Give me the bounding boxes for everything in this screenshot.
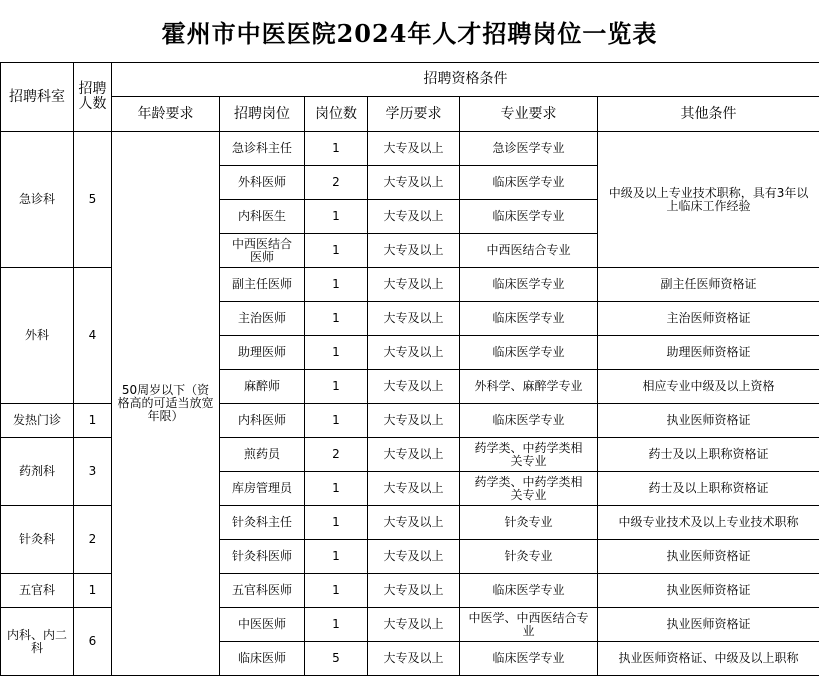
education-cell: 大专及以上 (368, 540, 460, 574)
position-cell: 急诊科主任 (220, 132, 305, 166)
slots-cell: 1 (305, 472, 368, 506)
major-cell: 针灸专业 (460, 540, 598, 574)
position-cell: 麻醉师 (220, 370, 305, 404)
education-cell: 大专及以上 (368, 472, 460, 506)
header-row-sub (1, 97, 819, 132)
position-cell: 五官科医师 (220, 574, 305, 608)
major-cell: 临床医学专业 (460, 404, 598, 438)
major-cell: 针灸专业 (460, 506, 598, 540)
header-other: 其他条件 (598, 97, 819, 132)
page-title: 霍州市中医医院2024年人才招聘岗位一览表 (161, 18, 658, 48)
other-cell: 副主任医师资格证 (598, 268, 819, 302)
major-cell: 临床医学专业 (460, 200, 598, 234)
major-cell: 中西医结合专业 (460, 234, 598, 268)
slots-cell: 1 (305, 404, 368, 438)
position-cell: 助理医师 (220, 336, 305, 370)
other-cell: 药士及以上职称资格证 (598, 472, 819, 506)
dept-name: 发热门诊 (1, 404, 74, 438)
education-cell: 大专及以上 (368, 574, 460, 608)
other-cell: 相应专业中级及以上资格 (598, 370, 819, 404)
dept-count: 2 (74, 506, 112, 574)
other-cell: 主治医师资格证 (598, 302, 819, 336)
header-qualifications: 招聘资格条件 (112, 63, 819, 97)
major-cell: 临床医学专业 (460, 268, 598, 302)
other-cell: 执业医师资格证 (598, 608, 819, 642)
education-cell: 大专及以上 (368, 234, 460, 268)
slots-cell: 1 (305, 234, 368, 268)
header-age: 年龄要求 (112, 97, 220, 132)
dept-count: 3 (74, 438, 112, 506)
slots-cell: 2 (305, 438, 368, 472)
dept-name: 药剂科 (1, 438, 74, 506)
slots-cell: 2 (305, 166, 368, 200)
dept-count: 6 (74, 608, 112, 676)
major-cell: 临床医学专业 (460, 574, 598, 608)
education-cell: 大专及以上 (368, 336, 460, 370)
dept-count: 5 (74, 132, 112, 268)
other-cell: 执业医师资格证 (598, 404, 819, 438)
other-cell: 助理医师资格证 (598, 336, 819, 370)
other-cell: 中级专业技术及以上专业技术职称 (598, 506, 819, 540)
major-cell: 药学类、中药学类相关专业 (460, 438, 598, 472)
major-cell: 临床医学专业 (460, 302, 598, 336)
position-cell: 针灸科医师 (220, 540, 305, 574)
slots-cell: 1 (305, 506, 368, 540)
position-cell: 副主任医师 (220, 268, 305, 302)
slots-cell: 1 (305, 302, 368, 336)
education-cell: 大专及以上 (368, 608, 460, 642)
position-cell: 中医医师 (220, 608, 305, 642)
position-cell: 库房管理员 (220, 472, 305, 506)
other-cell: 执业医师资格证、中级及以上职称 (598, 642, 819, 676)
dept-name: 急诊科 (1, 132, 74, 268)
education-cell: 大专及以上 (368, 404, 460, 438)
other-cell: 中级及以上专业技术职称，具有3年以上临床工作经验 (598, 132, 819, 268)
position-cell: 中西医结合医师 (220, 234, 305, 268)
other-cell: 药士及以上职称资格证 (598, 438, 819, 472)
education-cell: 大专及以上 (368, 642, 460, 676)
recruitment-table (0, 62, 819, 676)
header-row-top (1, 63, 819, 97)
education-cell: 大专及以上 (368, 166, 460, 200)
education-cell: 大专及以上 (368, 438, 460, 472)
position-cell: 主治医师 (220, 302, 305, 336)
education-cell: 大专及以上 (368, 506, 460, 540)
header-slots: 岗位数 (305, 97, 368, 132)
position-cell: 临床医师 (220, 642, 305, 676)
education-cell: 大专及以上 (368, 268, 460, 302)
header-major: 专业要求 (460, 97, 598, 132)
major-cell: 药学类、中药学类相关专业 (460, 472, 598, 506)
major-cell: 临床医学专业 (460, 166, 598, 200)
slots-cell: 1 (305, 132, 368, 166)
major-cell: 中医学、中西医结合专业 (460, 608, 598, 642)
dept-count: 4 (74, 268, 112, 404)
dept-name: 五官科 (1, 574, 74, 608)
dept-name: 内科、内二科 (1, 608, 74, 676)
education-cell: 大专及以上 (368, 370, 460, 404)
slots-cell: 1 (305, 608, 368, 642)
header-count: 招聘人数 (74, 63, 112, 132)
dept-count: 1 (74, 404, 112, 438)
education-cell: 大专及以上 (368, 132, 460, 166)
education-cell: 大专及以上 (368, 302, 460, 336)
position-cell: 针灸科主任 (220, 506, 305, 540)
position-cell: 外科医师 (220, 166, 305, 200)
education-cell: 大专及以上 (368, 200, 460, 234)
header-dept: 招聘科室 (1, 63, 74, 132)
major-cell: 临床医学专业 (460, 336, 598, 370)
position-cell: 内科医生 (220, 200, 305, 234)
dept-name: 针灸科 (1, 506, 74, 574)
slots-cell: 1 (305, 268, 368, 302)
table-row (1, 132, 819, 166)
other-cell: 执业医师资格证 (598, 540, 819, 574)
header-position: 招聘岗位 (220, 97, 305, 132)
major-cell: 急诊医学专业 (460, 132, 598, 166)
dept-count: 1 (74, 574, 112, 608)
slots-cell: 1 (305, 200, 368, 234)
position-cell: 内科医师 (220, 404, 305, 438)
major-cell: 外科学、麻醉学专业 (460, 370, 598, 404)
slots-cell: 1 (305, 370, 368, 404)
dept-name: 外科 (1, 268, 74, 404)
slots-cell: 1 (305, 574, 368, 608)
slots-cell: 1 (305, 540, 368, 574)
slots-cell: 5 (305, 642, 368, 676)
major-cell: 临床医学专业 (460, 642, 598, 676)
slots-cell: 1 (305, 336, 368, 370)
other-cell: 执业医师资格证 (598, 574, 819, 608)
age-requirement: 50周岁以下（资格高的可适当放宽年限） (112, 132, 220, 676)
header-education: 学历要求 (368, 97, 460, 132)
position-cell: 煎药员 (220, 438, 305, 472)
